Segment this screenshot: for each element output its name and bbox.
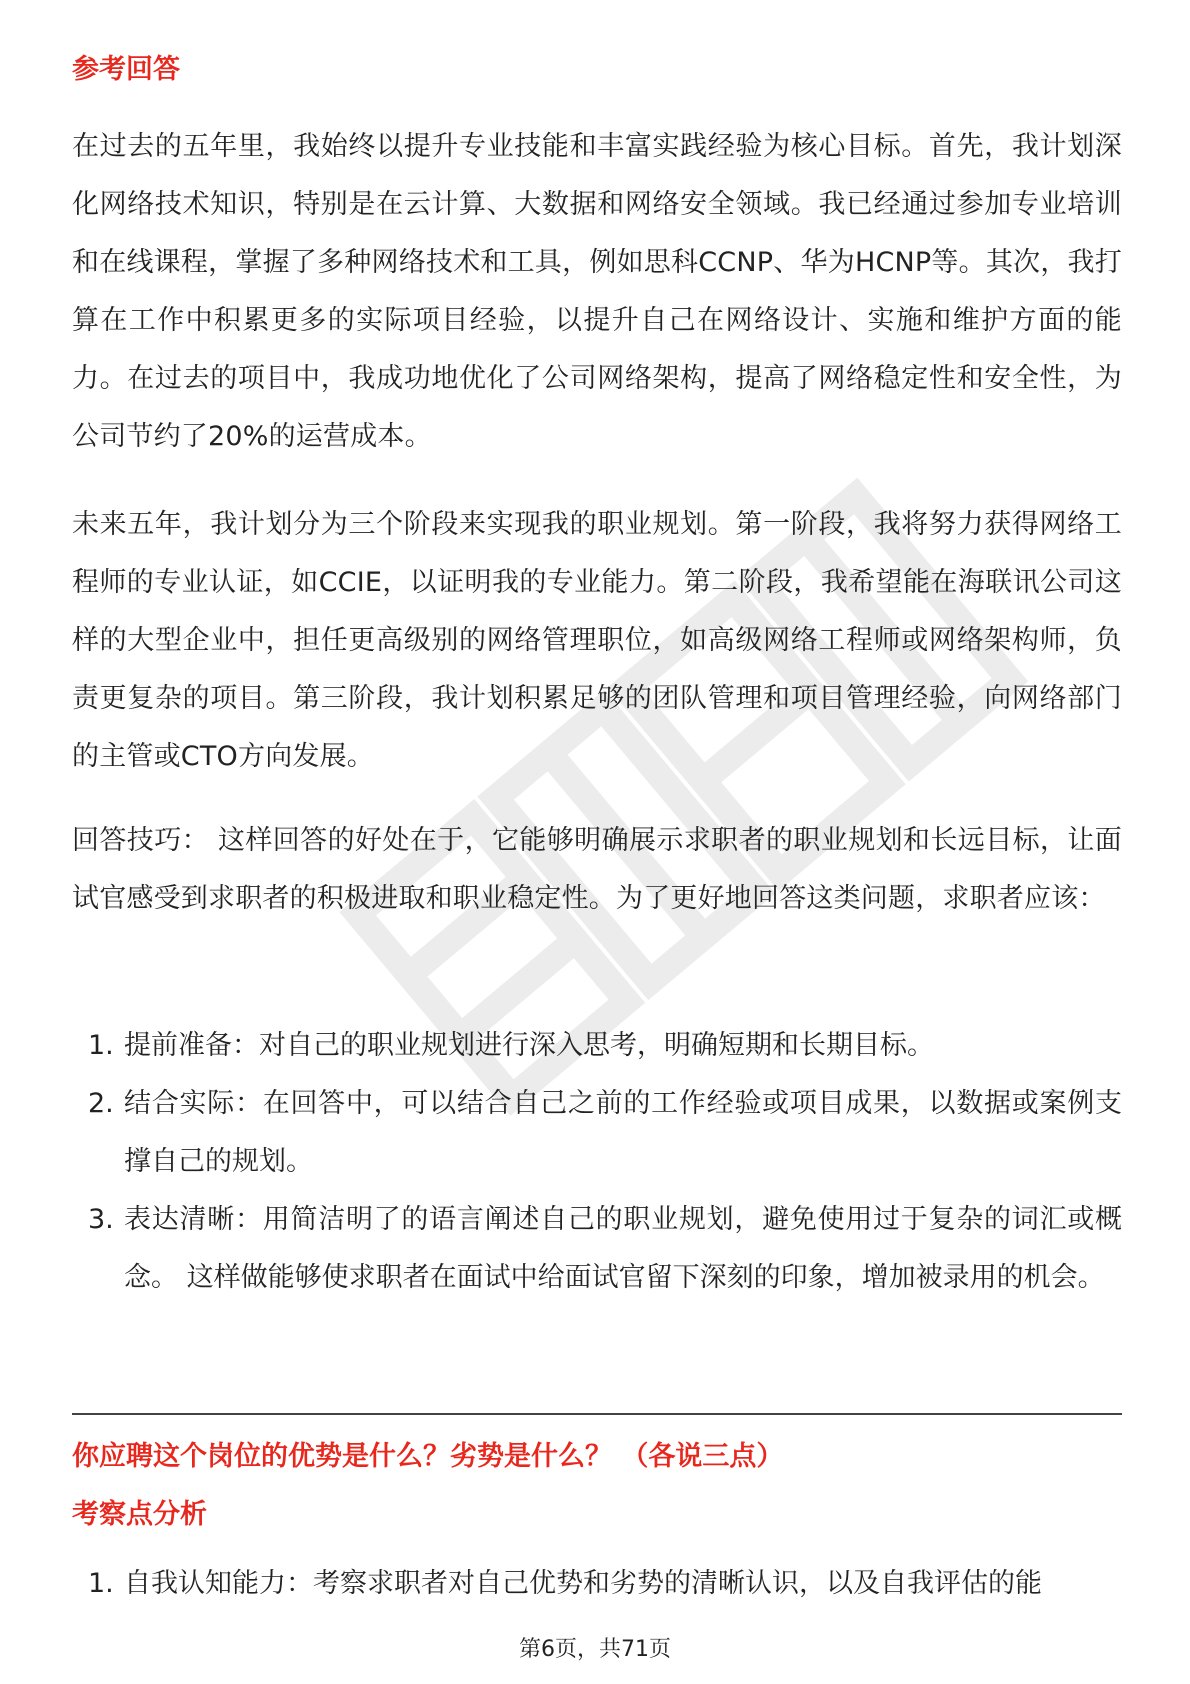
list-item bbox=[72, 1555, 1122, 1613]
reference-answer-heading: 参考回答 bbox=[72, 54, 180, 85]
tips-list bbox=[72, 1017, 1122, 1307]
analysis-list bbox=[72, 1555, 1122, 1613]
list-item bbox=[72, 1191, 1122, 1307]
list-item-text: 表达清晰：用简洁明了的语言阐述自己的职业规划，避免使用过于复杂的词汇或概念。 这样做能够使求职者在面试中给面试官留下深刻的印象，增加被录用的机会。 bbox=[124, 1204, 1122, 1293]
list-item bbox=[72, 1075, 1122, 1191]
page-footer: 第6页，共71页 bbox=[519, 1637, 671, 1662]
list-number: 2. bbox=[88, 1088, 114, 1119]
list-item bbox=[72, 1017, 1122, 1075]
list-item-text: 自我认知能力：考察求职者对自己优势和劣势的清晰认识，以及自我评估的能 bbox=[124, 1568, 1042, 1599]
analysis-heading: 考察点分析 bbox=[72, 1499, 207, 1530]
answer-paragraph-1: 在过去的五年里，我始终以提升专业技能和丰富实践经验为核心目标。首先，我计划深化网络技术知识，特别是在云计算、大数据和网络安全领域。我已经通过参加专业培训和在线课程，掌握了多种网络技术和工具，例如思科CCNP、华为HCNP等。其次，我打算在工作中积累更多的实际项目经验，以提升自己在网络设计、实施和维护方面的能力。在过去的项目中，我成功地优化了公司网络架构，提高了网络稳定性和安全性，为公司节约了20%的运营成本。 bbox=[72, 131, 1122, 452]
list-item-text: 结合实际：在回答中，可以结合自己之前的工作经验或项目成果，以数据或案例支撑自己的规划。 bbox=[124, 1088, 1122, 1177]
list-number: 1. bbox=[88, 1568, 114, 1599]
question-heading: 你应聘这个岗位的优势是什么？劣势是什么？ （各说三点） bbox=[72, 1441, 784, 1472]
list-number: 3. bbox=[88, 1204, 114, 1235]
list-item-text: 提前准备：对自己的职业规划进行深入思考，明确短期和长期目标。 bbox=[124, 1030, 934, 1061]
list-number: 1. bbox=[88, 1030, 114, 1061]
section-divider bbox=[72, 1413, 1122, 1415]
answer-tips-paragraph: 回答技巧： 这样回答的好处在于，它能够明确展示求职者的职业规划和长远目标，让面试官感受到求职者的积极进取和职业稳定性。为了更好地回答这类问题，求职者应该： bbox=[72, 825, 1122, 914]
answer-paragraph-2: 未来五年，我计划分为三个阶段来实现我的职业规划。第一阶段，我将努力获得网络工程师的专业认证，如CCIE，以证明我的专业能力。第二阶段，我希望能在海联讯公司这样的大型企业中，担任更高级别的网络管理职位，如高级网络工程师或网络架构师，负责更复杂的项目。第三阶段，我计划积累足够的团队管理和项目管理经验，向网络部门的主管或CTO方向发展。 bbox=[72, 509, 1122, 772]
